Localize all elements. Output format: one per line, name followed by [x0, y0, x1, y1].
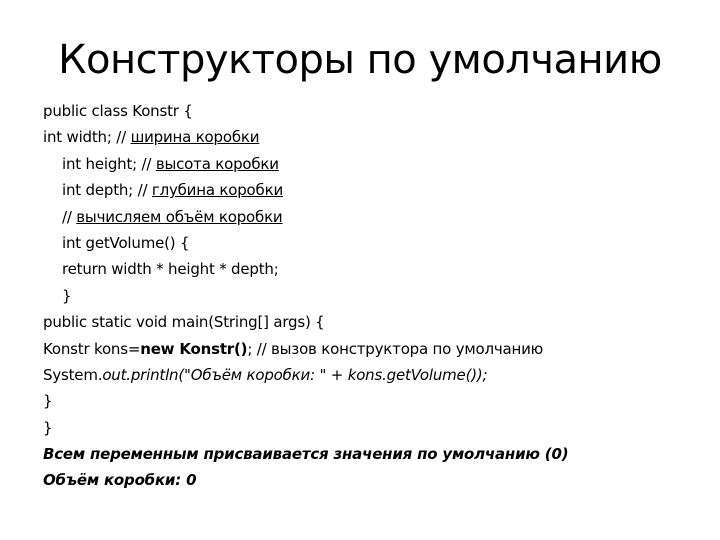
- code-text: int width; //: [43, 128, 131, 147]
- code-comment: глубина коробки: [151, 181, 283, 200]
- output-text: Объём коробки: 0: [43, 471, 197, 490]
- code-text: int getVolume() {: [62, 233, 190, 252]
- code-line: [43, 151, 703, 177]
- code-line: [43, 98, 703, 124]
- code-line: [43, 362, 703, 388]
- code-keyword: new Konstr(): [140, 339, 248, 358]
- code-text: }: [62, 286, 72, 305]
- code-text: Konstr kons=: [43, 339, 141, 358]
- code-listing: [43, 98, 703, 494]
- note-text: Всем переменным присваивается значения по умолчанию (0): [43, 445, 569, 464]
- slide-title: Конструкторы по умолчанию: [58, 37, 662, 83]
- code-text: int height; //: [62, 154, 156, 173]
- code-line: [43, 256, 703, 282]
- code-comment: ширина коробки: [130, 128, 260, 147]
- output-line: [43, 467, 703, 493]
- code-line: [43, 124, 703, 150]
- code-line: [43, 336, 703, 362]
- code-line: [43, 177, 703, 203]
- code-line: [43, 230, 703, 256]
- code-line: [43, 388, 703, 414]
- code-text: }: [43, 418, 53, 437]
- code-comment: высота коробки: [155, 154, 279, 173]
- code-comment: вычисляем объём коробки: [76, 207, 283, 226]
- code-line: [43, 283, 703, 309]
- code-line: [43, 309, 703, 335]
- code-text: //: [62, 207, 77, 226]
- note-line: [43, 441, 703, 467]
- code-text: public static void main(String[] args) {: [43, 313, 325, 332]
- code-text: }: [43, 392, 53, 411]
- code-line: [43, 204, 703, 230]
- code-text: return width * height * depth;: [62, 260, 279, 279]
- code-text: System.: [43, 365, 103, 384]
- code-text: public class Konstr {: [43, 102, 193, 120]
- code-text: ; // вызов конструктора по умолчанию: [247, 339, 544, 358]
- code-italic: out.println("Объём коробки: " + kons.getVolume());: [102, 365, 488, 384]
- code-line: [43, 415, 703, 441]
- code-text: int depth; //: [62, 181, 152, 200]
